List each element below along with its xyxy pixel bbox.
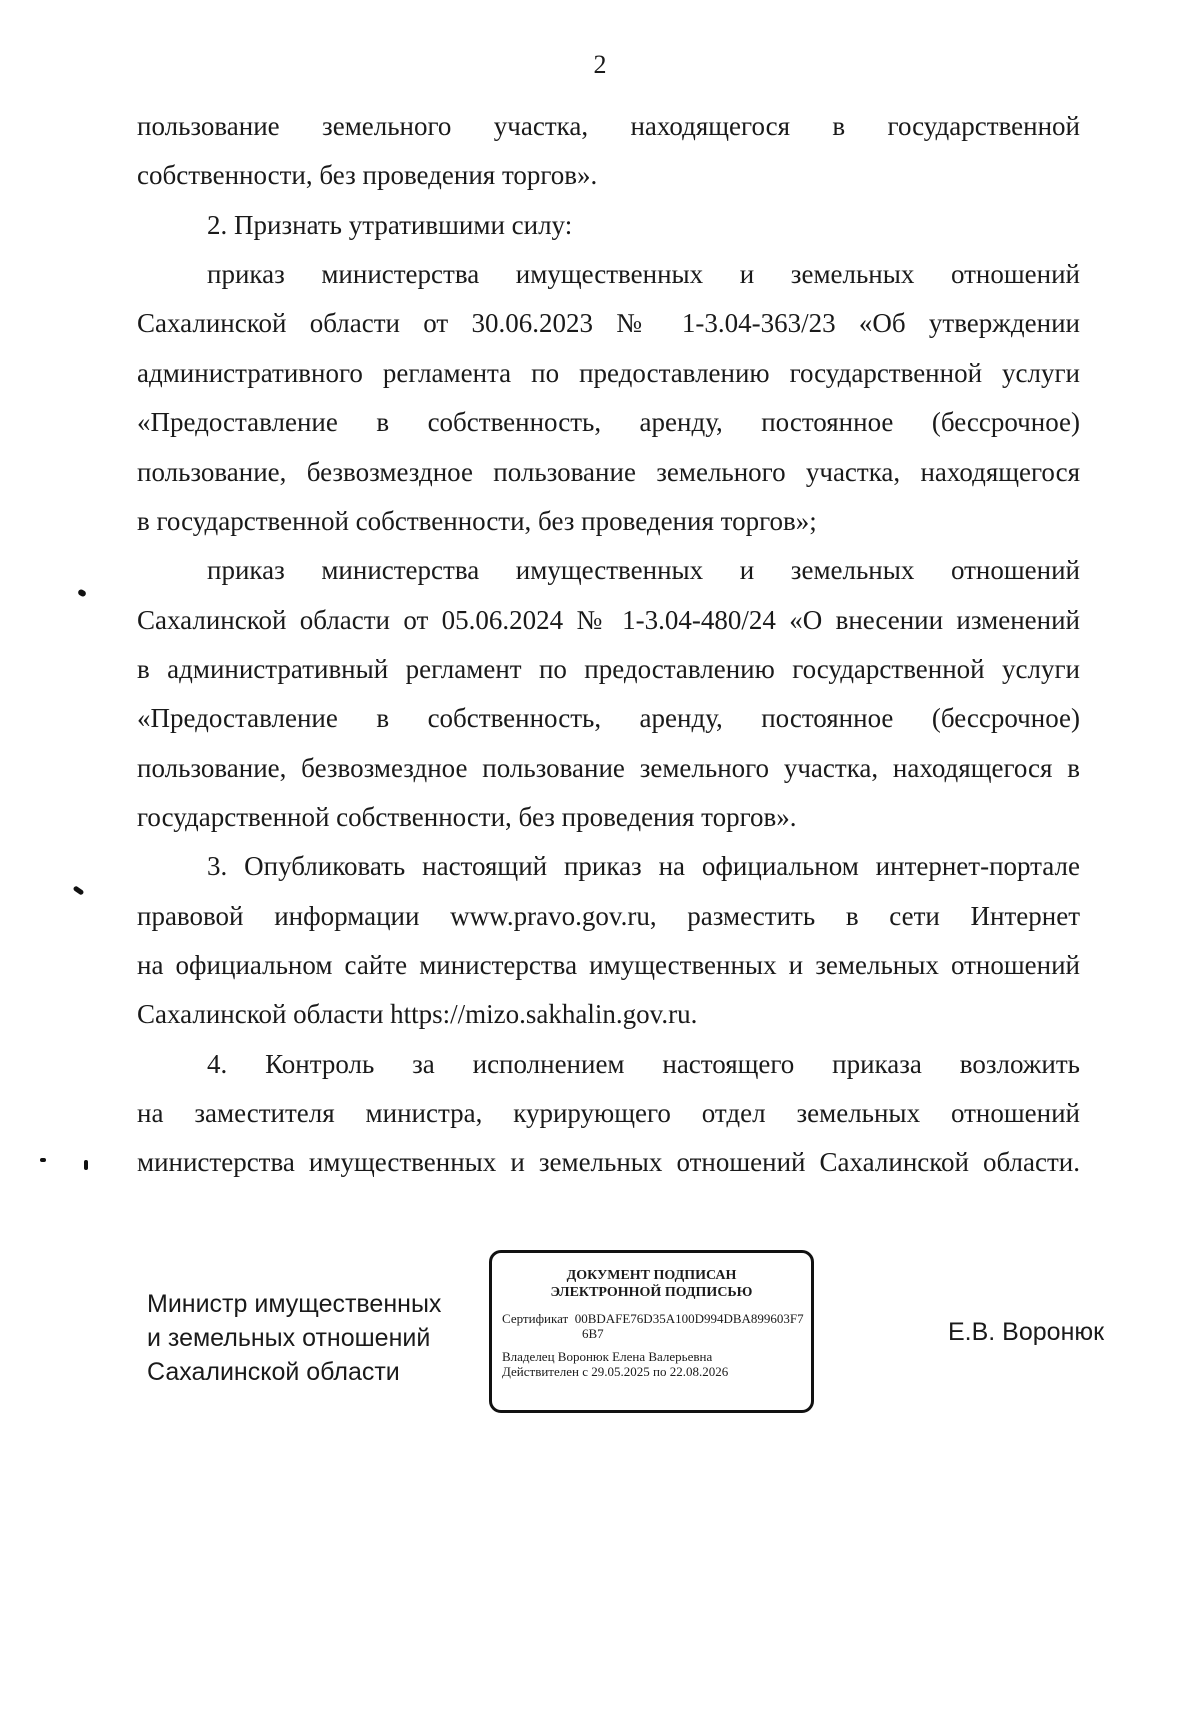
stamp-owner: Владелец Воронюк Елена Валерьевна [502, 1349, 713, 1364]
paragraph-line: 4. Контроль за исполнением настоящего приказа возложить [207, 1049, 1080, 1079]
stamp-title-line: ЭЛЕКТРОННОЙ ПОДПИСЬЮ [550, 1285, 753, 1300]
paragraph-line: в государственной собственности, без проведения торгов»; [137, 506, 817, 536]
stamp-validity: Действителен с 29.05.2025 по 22.08.2026 [502, 1364, 729, 1379]
paragraph-line: собственности, без проведения торгов». [137, 160, 598, 190]
signatory-position-line: Сахалинской области [147, 1358, 400, 1386]
paragraph-line: пользование, безвозмездное пользование земельного участка, находящегося [137, 457, 1080, 487]
stamp-certificate-value-cont: 6B7 [582, 1326, 604, 1341]
scan-speck [40, 1158, 46, 1162]
electronic-signature-stamp [489, 1250, 814, 1413]
paragraph-line: пользование земельного участка, находящегося в государственной [137, 111, 1080, 141]
paragraph-line: Сахалинской области от 30.06.2023 № 1-3.04-363/23 «Об утверждении [137, 308, 1080, 338]
paragraph-line: на заместителя министра, курирующего отдел земельных отношений [137, 1098, 1080, 1128]
page-number: 2 [593, 50, 607, 79]
paragraph-line: министерства имущественных и земельных отношений Сахалинской области. [137, 1147, 1080, 1177]
paragraph-line: приказ министерства имущественных и земельных отношений [207, 555, 1080, 585]
signatory-position-line: и земельных отношений [147, 1324, 431, 1352]
paragraph-line: Сахалинской области от 05.06.2024 № 1-3.04-480/24 «О внесении изменений [137, 605, 1080, 635]
signatory-position [147, 1287, 441, 1389]
paragraph-line: Сахалинской области https://mizo.sakhalin.gov.ru. [137, 999, 698, 1029]
signatory-position-line: Министр имущественных [147, 1290, 442, 1318]
paragraph-line: «Предоставление в собственность, аренду, постоянное (бессрочное) [137, 703, 1080, 733]
stamp-certificate [502, 1311, 804, 1341]
stamp-title-line: ДОКУМЕНТ ПОДПИСАН [566, 1268, 737, 1283]
scan-speck [84, 1160, 88, 1170]
paragraph-line: в административный регламент по предоставлению государственной услуги [137, 654, 1080, 684]
paragraph-line: 3. Опубликовать настоящий приказ на официальном интернет-портале [207, 851, 1080, 881]
paragraph-line: правовой информации www.pravo.gov.ru, разместить в сети Интернет [137, 901, 1080, 931]
paragraph-line: на официальном сайте министерства имущественных и земельных отношений [137, 950, 1080, 980]
paragraph-line: 2. Признать утратившими силу: [207, 210, 573, 240]
paragraph-line: пользование, безвозмездное пользование земельного участка, находящегося в [137, 753, 1080, 783]
paragraph-line: государственной собственности, без проведения торгов». [137, 802, 797, 832]
paragraph-line: «Предоставление в собственность, аренду, постоянное (бессрочное) [137, 407, 1080, 437]
stamp-certificate-value: 00BDAFE76D35A100D994DBA899603F7 [574, 1311, 804, 1326]
scan-speck [73, 885, 85, 895]
stamp-title [502, 1267, 801, 1301]
paragraph-line: приказ министерства имущественных и земельных отношений [207, 259, 1080, 289]
stamp-certificate-label: Сертификат [502, 1311, 569, 1326]
signatory-name: Е.В. Воронюк [948, 1318, 1105, 1346]
paragraph-line: административного регламента по предоставлению государственной услуги [137, 358, 1080, 388]
scan-speck [77, 588, 87, 597]
